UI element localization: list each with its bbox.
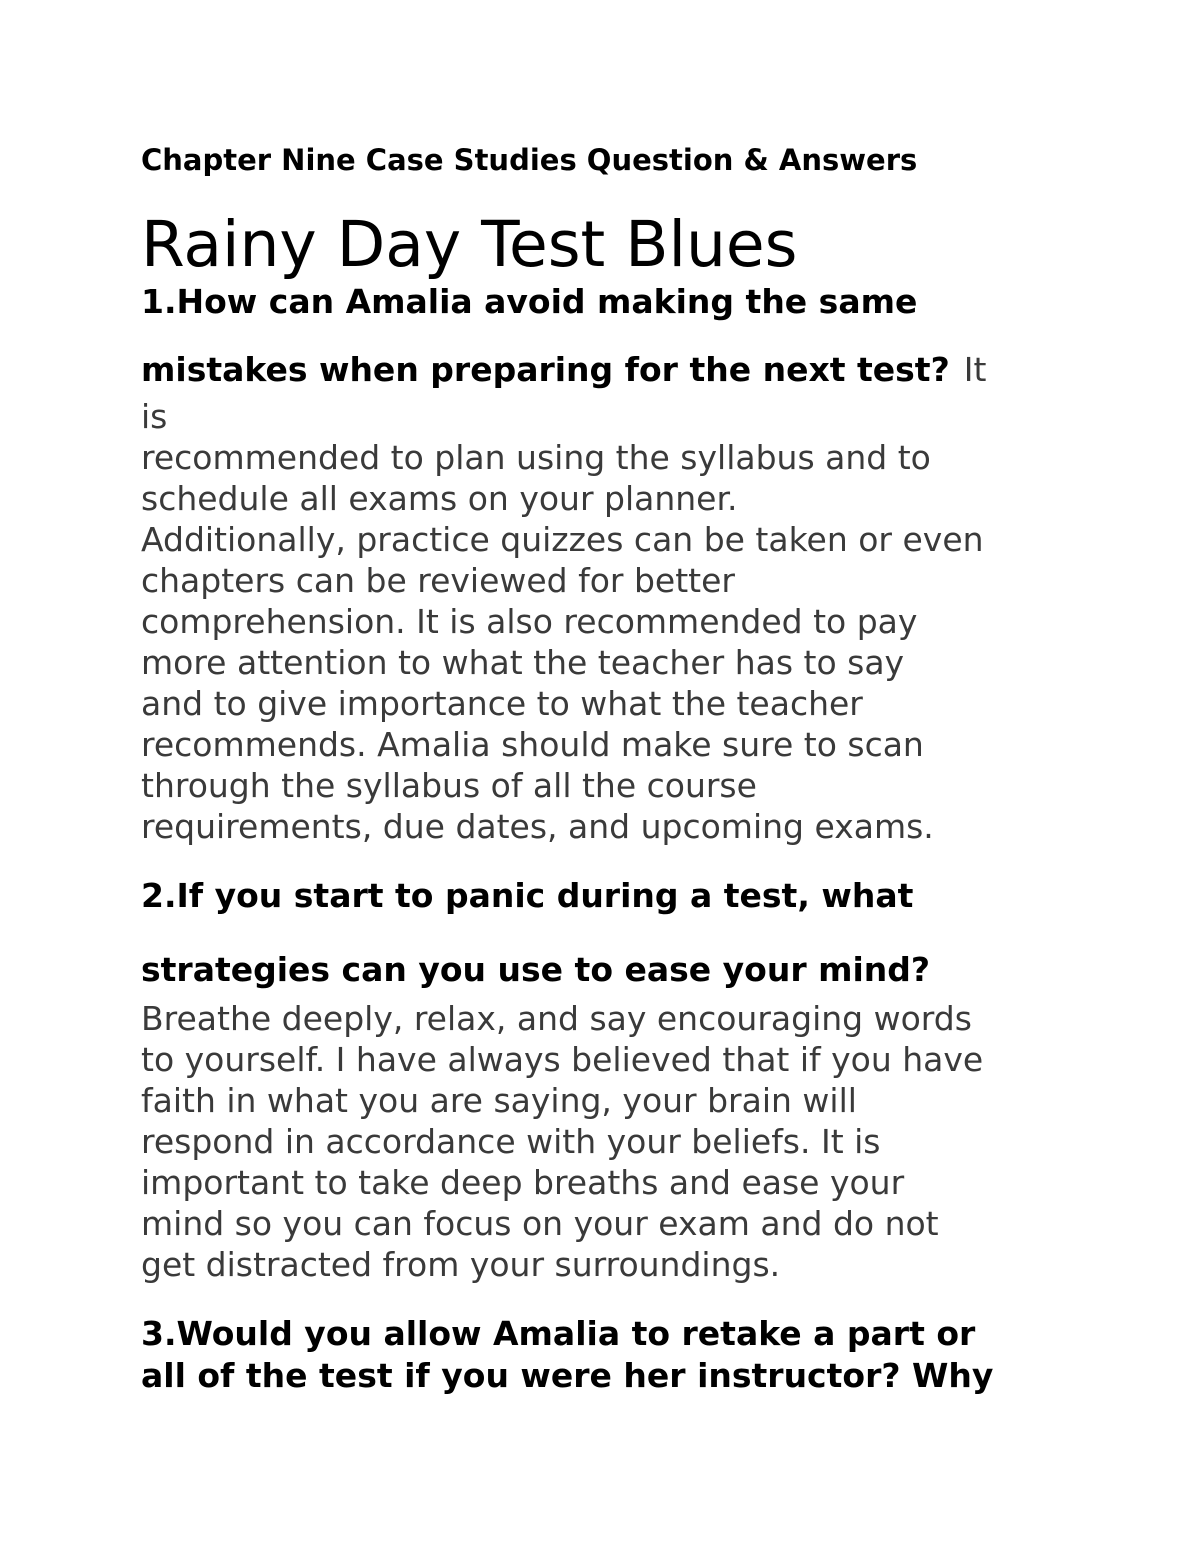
answer-2-line: important to take deep breaths and ease your — [141, 1163, 905, 1202]
question-1-line-2 — [141, 348, 986, 392]
answer-1-line: requirements, due dates, and upcoming exams. — [141, 807, 934, 846]
question-2-line-2: strategies can you use to ease your mind? — [141, 950, 931, 989]
answer-2-line: Breathe deeply, relax, and say encouraging words — [141, 999, 972, 1038]
answer-1-line: schedule all exams on your planner. — [141, 479, 738, 518]
answer-1-line: chapters can be reviewed for better — [141, 561, 735, 600]
answer-1-line: comprehension. It is also recommended to pay — [141, 602, 918, 641]
answer-1-line: recommends. Amalia should make sure to scan — [141, 725, 924, 764]
question-3-line-2: all of the test if you were her instructor? Why — [141, 1356, 994, 1395]
document-title: Rainy Day Test Blues — [141, 208, 798, 281]
answer-2-line: mind so you can focus on your exam and do not — [141, 1204, 939, 1243]
question-1-line-2-text: mistakes when preparing for the next test? — [141, 350, 950, 389]
question-2-line-1: 2.If you start to panic during a test, what — [141, 876, 914, 915]
document-header: Chapter Nine Case Studies Question & Answers — [141, 143, 918, 177]
answer-1-line: is — [141, 397, 168, 436]
answer-2-line: to yourself. I have always believed that if you have — [141, 1040, 984, 1079]
answer-1-line: Additionally, practice quizzes can be taken or even — [141, 520, 984, 559]
question-3-line-1: 3.Would you allow Amalia to retake a part or — [141, 1314, 976, 1353]
answer-1-line: and to give importance to what the teacher — [141, 684, 863, 723]
answer-1 — [141, 396, 984, 847]
answer-2-line: faith in what you are saying, your brain will — [141, 1081, 857, 1120]
answer-1-line: recommended to plan using the syllabus and to — [141, 438, 931, 477]
question-1-inline-answer: It — [963, 350, 987, 389]
question-1-line-1: 1.How can Amalia avoid making the same — [141, 282, 918, 321]
answer-2 — [141, 998, 983, 1285]
answer-1-line: more attention to what the teacher has to say — [141, 643, 905, 682]
answer-1-line: through the syllabus of all the course — [141, 766, 757, 805]
answer-2-line: get distracted from your surroundings. — [141, 1245, 781, 1284]
answer-2-line: respond in accordance with your beliefs. It is — [141, 1122, 881, 1161]
